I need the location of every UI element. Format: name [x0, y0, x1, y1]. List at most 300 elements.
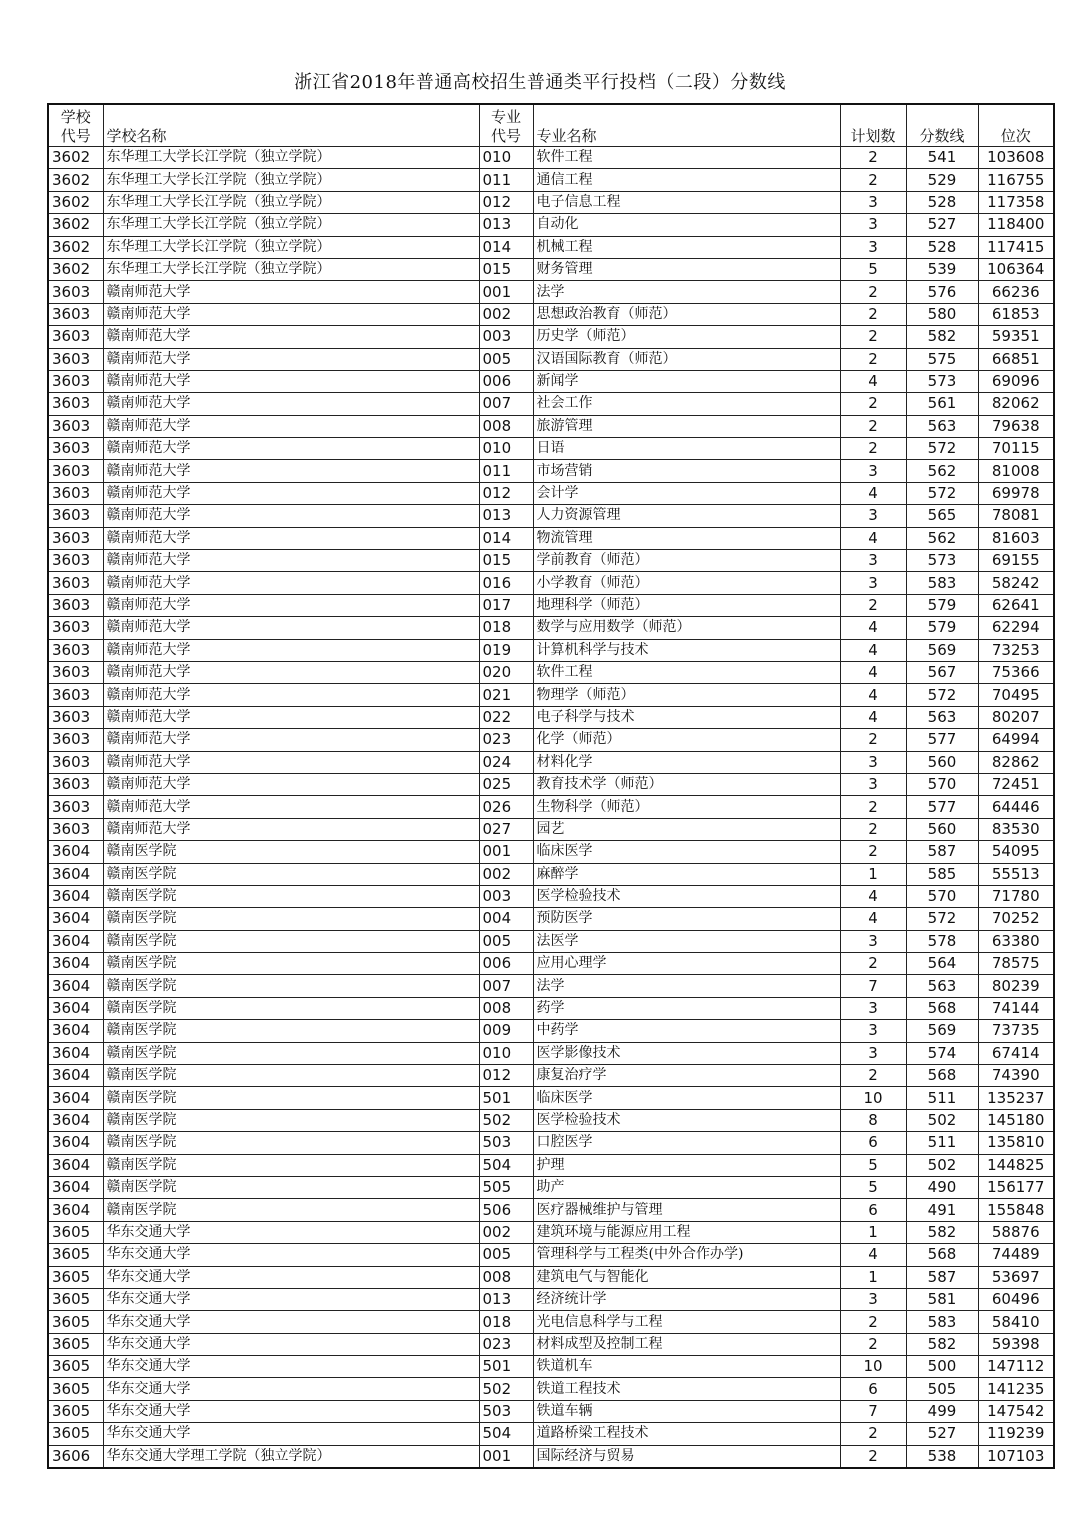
cell-rank: 83530 [978, 818, 1054, 840]
cell-score: 573 [906, 550, 978, 572]
cell-school-code: 3605 [48, 1333, 103, 1355]
cell-plan: 4 [840, 617, 906, 639]
cell-score: 511 [906, 1087, 978, 1109]
cell-score: 539 [906, 258, 978, 280]
cell-school-code: 3603 [48, 281, 103, 303]
cell-score: 569 [906, 1020, 978, 1042]
cell-major-name: 历史学（师范） [533, 326, 840, 348]
cell-major-name: 园艺 [533, 818, 840, 840]
cell-major-code: 002 [479, 303, 533, 325]
cell-major-code: 506 [479, 1199, 533, 1221]
cell-school-name: 赣南师范大学 [103, 393, 479, 415]
table-row [48, 1244, 1054, 1266]
cell-rank: 81603 [978, 527, 1054, 549]
cell-plan: 2 [840, 326, 906, 348]
cell-school-code: 3603 [48, 482, 103, 504]
cell-major-code: 503 [479, 1400, 533, 1422]
cell-school-code: 3605 [48, 1356, 103, 1378]
cell-plan: 4 [840, 706, 906, 728]
cell-rank: 64994 [978, 729, 1054, 751]
cell-rank: 66851 [978, 348, 1054, 370]
header-score: 分数线 [906, 104, 978, 147]
cell-school-code: 3603 [48, 617, 103, 639]
cell-rank: 66236 [978, 281, 1054, 303]
table-header-row [48, 104, 1054, 147]
cell-school-code: 3603 [48, 505, 103, 527]
table-row [48, 214, 1054, 236]
cell-plan: 4 [840, 370, 906, 392]
cell-major-name: 中药学 [533, 1020, 840, 1042]
cell-major-code: 011 [479, 169, 533, 191]
cell-major-code: 008 [479, 1266, 533, 1288]
cell-major-name: 生物科学（师范） [533, 796, 840, 818]
table-row [48, 1132, 1054, 1154]
cell-plan: 2 [840, 147, 906, 169]
table-row [48, 1154, 1054, 1176]
table-row [48, 482, 1054, 504]
cell-major-name: 医学检验技术 [533, 885, 840, 907]
cell-plan: 4 [840, 639, 906, 661]
cell-plan: 3 [840, 550, 906, 572]
cell-score: 538 [906, 1445, 978, 1468]
cell-major-name: 护理 [533, 1154, 840, 1176]
cell-school-name: 赣南师范大学 [103, 706, 479, 728]
cell-major-name: 管理科学与工程类(中外合作办学) [533, 1244, 840, 1266]
cell-school-name: 东华理工大学长江学院（独立学院） [103, 147, 479, 169]
cell-school-name: 华东交通大学 [103, 1400, 479, 1422]
cell-rank: 59351 [978, 326, 1054, 348]
cell-major-name: 国际经济与贸易 [533, 1445, 840, 1468]
cell-rank: 80207 [978, 706, 1054, 728]
cell-score: 572 [906, 908, 978, 930]
table-row [48, 617, 1054, 639]
cell-major-name: 光电信息科学与工程 [533, 1311, 840, 1333]
cell-plan: 2 [840, 1423, 906, 1445]
table-row [48, 348, 1054, 370]
cell-school-code: 3602 [48, 258, 103, 280]
cell-major-code: 023 [479, 1333, 533, 1355]
table-row [48, 527, 1054, 549]
cell-rank: 118400 [978, 214, 1054, 236]
cell-school-code: 3603 [48, 818, 103, 840]
cell-plan: 2 [840, 415, 906, 437]
cell-major-name: 医学检验技术 [533, 1109, 840, 1131]
cell-score: 563 [906, 415, 978, 437]
cell-score: 560 [906, 818, 978, 840]
cell-major-code: 018 [479, 1311, 533, 1333]
cell-school-name: 赣南师范大学 [103, 527, 479, 549]
cell-score: 572 [906, 482, 978, 504]
cell-plan: 2 [840, 594, 906, 616]
cell-score: 587 [906, 1266, 978, 1288]
cell-score: 527 [906, 214, 978, 236]
cell-plan: 4 [840, 908, 906, 930]
table-row [48, 975, 1054, 997]
table-row [48, 773, 1054, 795]
cell-plan: 4 [840, 885, 906, 907]
table-row [48, 1333, 1054, 1355]
cell-school-code: 3604 [48, 885, 103, 907]
cell-plan: 2 [840, 1445, 906, 1468]
header-rank: 位次 [978, 104, 1054, 147]
table-row [48, 1445, 1054, 1468]
cell-rank: 74390 [978, 1065, 1054, 1087]
cell-major-name: 口腔医学 [533, 1132, 840, 1154]
cell-major-code: 001 [479, 281, 533, 303]
table-row [48, 639, 1054, 661]
cell-major-code: 017 [479, 594, 533, 616]
cell-major-code: 001 [479, 841, 533, 863]
cell-major-name: 汉语国际教育（师范） [533, 348, 840, 370]
cell-school-name: 赣南医学院 [103, 1199, 479, 1221]
cell-major-code: 006 [479, 953, 533, 975]
cell-rank: 73735 [978, 1020, 1054, 1042]
cell-rank: 78575 [978, 953, 1054, 975]
table-row [48, 303, 1054, 325]
table-row [48, 841, 1054, 863]
cell-rank: 55513 [978, 863, 1054, 885]
header-plan: 计划数 [840, 104, 906, 147]
cell-plan: 2 [840, 953, 906, 975]
table-row [48, 1042, 1054, 1064]
cell-rank: 54095 [978, 841, 1054, 863]
cell-rank: 145180 [978, 1109, 1054, 1131]
cell-school-name: 东华理工大学长江学院（独立学院） [103, 236, 479, 258]
cell-school-name: 赣南医学院 [103, 908, 479, 930]
cell-major-code: 027 [479, 818, 533, 840]
header-major-code-line1: 专业 [490, 108, 521, 126]
cell-major-code: 001 [479, 1445, 533, 1468]
cell-school-name: 华东交通大学 [103, 1423, 479, 1445]
cell-rank: 119239 [978, 1423, 1054, 1445]
cell-major-code: 005 [479, 348, 533, 370]
cell-major-name: 电子科学与技术 [533, 706, 840, 728]
cell-school-name: 赣南师范大学 [103, 796, 479, 818]
cell-major-code: 502 [479, 1109, 533, 1131]
cell-school-code: 3605 [48, 1288, 103, 1310]
cell-major-name: 旅游管理 [533, 415, 840, 437]
table-row [48, 1356, 1054, 1378]
table-row [48, 281, 1054, 303]
cell-plan: 2 [840, 169, 906, 191]
cell-score: 579 [906, 594, 978, 616]
cell-school-code: 3604 [48, 953, 103, 975]
cell-rank: 107103 [978, 1445, 1054, 1468]
cell-school-name: 华东交通大学理工学院（独立学院） [103, 1445, 479, 1468]
cell-major-name: 软件工程 [533, 147, 840, 169]
cell-score: 572 [906, 684, 978, 706]
cell-plan: 6 [840, 1132, 906, 1154]
cell-major-code: 011 [479, 460, 533, 482]
cell-school-code: 3603 [48, 661, 103, 683]
cell-major-name: 法学 [533, 975, 840, 997]
cell-major-name: 临床医学 [533, 1087, 840, 1109]
cell-major-name: 市场营销 [533, 460, 840, 482]
cell-major-code: 021 [479, 684, 533, 706]
table-row [48, 1266, 1054, 1288]
cell-score: 577 [906, 729, 978, 751]
cell-major-code: 007 [479, 975, 533, 997]
cell-major-name: 地理科学（师范） [533, 594, 840, 616]
cell-major-name: 铁道车辆 [533, 1400, 840, 1422]
cell-score: 491 [906, 1199, 978, 1221]
cell-school-code: 3605 [48, 1400, 103, 1422]
cell-score: 499 [906, 1400, 978, 1422]
cell-major-name: 经济统计学 [533, 1288, 840, 1310]
cell-plan: 2 [840, 393, 906, 415]
cell-school-code: 3604 [48, 1065, 103, 1087]
cell-school-code: 3603 [48, 706, 103, 728]
cell-school-code: 3604 [48, 1087, 103, 1109]
cell-score: 582 [906, 1333, 978, 1355]
cell-rank: 75366 [978, 661, 1054, 683]
cell-plan: 4 [840, 684, 906, 706]
cell-school-code: 3605 [48, 1423, 103, 1445]
cell-major-code: 012 [479, 191, 533, 213]
cell-major-code: 026 [479, 796, 533, 818]
cell-school-name: 华东交通大学 [103, 1333, 479, 1355]
cell-score: 568 [906, 1065, 978, 1087]
cell-school-name: 华东交通大学 [103, 1244, 479, 1266]
cell-major-code: 014 [479, 236, 533, 258]
cell-major-code: 005 [479, 1244, 533, 1266]
cell-school-code: 3603 [48, 370, 103, 392]
cell-score: 541 [906, 147, 978, 169]
cell-school-name: 赣南师范大学 [103, 326, 479, 348]
cell-major-name: 医疗器械维护与管理 [533, 1199, 840, 1221]
cell-school-code: 3603 [48, 684, 103, 706]
header-major-code-line2: 代号 [490, 127, 521, 145]
cell-school-name: 赣南医学院 [103, 1176, 479, 1198]
cell-school-code: 3605 [48, 1244, 103, 1266]
table-row [48, 370, 1054, 392]
cell-major-code: 008 [479, 415, 533, 437]
cell-school-code: 3604 [48, 975, 103, 997]
cell-school-name: 赣南医学院 [103, 1042, 479, 1064]
cell-major-name: 会计学 [533, 482, 840, 504]
cell-major-name: 铁道工程技术 [533, 1378, 840, 1400]
cell-major-code: 025 [479, 773, 533, 795]
cell-major-name: 财务管理 [533, 258, 840, 280]
cell-school-code: 3602 [48, 214, 103, 236]
cell-school-code: 3604 [48, 1176, 103, 1198]
cell-school-code: 3603 [48, 393, 103, 415]
cell-major-code: 006 [479, 370, 533, 392]
cell-plan: 2 [840, 1333, 906, 1355]
cell-score: 563 [906, 706, 978, 728]
cell-score: 529 [906, 169, 978, 191]
cell-major-name: 物理学（师范） [533, 684, 840, 706]
cell-school-name: 赣南师范大学 [103, 572, 479, 594]
cell-major-name: 社会工作 [533, 393, 840, 415]
cell-school-code: 3603 [48, 415, 103, 437]
cell-rank: 59398 [978, 1333, 1054, 1355]
cell-school-name: 赣南师范大学 [103, 482, 479, 504]
cell-score: 570 [906, 773, 978, 795]
cell-school-code: 3603 [48, 729, 103, 751]
cell-plan: 5 [840, 1176, 906, 1198]
cell-plan: 1 [840, 863, 906, 885]
table-row [48, 661, 1054, 683]
cell-major-code: 503 [479, 1132, 533, 1154]
cell-plan: 4 [840, 527, 906, 549]
cell-score: 502 [906, 1109, 978, 1131]
cell-school-name: 赣南师范大学 [103, 281, 479, 303]
cell-school-code: 3602 [48, 191, 103, 213]
cell-plan: 2 [840, 438, 906, 460]
cell-plan: 2 [840, 729, 906, 751]
cell-school-code: 3603 [48, 348, 103, 370]
cell-school-name: 赣南医学院 [103, 930, 479, 952]
cell-plan: 6 [840, 1378, 906, 1400]
cell-plan: 3 [840, 751, 906, 773]
cell-major-code: 501 [479, 1087, 533, 1109]
cell-school-name: 华东交通大学 [103, 1221, 479, 1243]
cell-school-code: 3604 [48, 1109, 103, 1131]
cell-school-name: 赣南医学院 [103, 953, 479, 975]
table-row [48, 191, 1054, 213]
cell-major-name: 机械工程 [533, 236, 840, 258]
cell-rank: 69155 [978, 550, 1054, 572]
table-row [48, 393, 1054, 415]
cell-score: 567 [906, 661, 978, 683]
cell-major-code: 504 [479, 1423, 533, 1445]
cell-plan: 7 [840, 975, 906, 997]
cell-school-name: 赣南师范大学 [103, 370, 479, 392]
cell-score: 528 [906, 191, 978, 213]
table-row [48, 953, 1054, 975]
cell-school-name: 赣南师范大学 [103, 303, 479, 325]
cell-rank: 69978 [978, 482, 1054, 504]
cell-school-name: 赣南师范大学 [103, 617, 479, 639]
cell-rank: 117358 [978, 191, 1054, 213]
cell-major-code: 012 [479, 482, 533, 504]
cell-major-name: 法医学 [533, 930, 840, 952]
cell-school-code: 3604 [48, 841, 103, 863]
cell-score: 583 [906, 1311, 978, 1333]
table-row [48, 1020, 1054, 1042]
table-row [48, 684, 1054, 706]
cell-rank: 70252 [978, 908, 1054, 930]
cell-major-code: 013 [479, 214, 533, 236]
cell-rank: 70495 [978, 684, 1054, 706]
cell-rank: 147112 [978, 1356, 1054, 1378]
cell-major-code: 003 [479, 885, 533, 907]
cell-major-name: 康复治疗学 [533, 1065, 840, 1087]
cell-plan: 2 [840, 303, 906, 325]
cell-rank: 155848 [978, 1199, 1054, 1221]
cell-major-name: 法学 [533, 281, 840, 303]
cell-score: 574 [906, 1042, 978, 1064]
cell-school-name: 赣南医学院 [103, 885, 479, 907]
cell-major-code: 015 [479, 550, 533, 572]
cell-major-code: 007 [479, 393, 533, 415]
cell-score: 564 [906, 953, 978, 975]
table-row [48, 147, 1054, 169]
table-row [48, 438, 1054, 460]
cell-score: 569 [906, 639, 978, 661]
table-row [48, 885, 1054, 907]
cell-rank: 64446 [978, 796, 1054, 818]
cell-plan: 2 [840, 1311, 906, 1333]
cell-school-code: 3603 [48, 527, 103, 549]
cell-school-code: 3605 [48, 1378, 103, 1400]
cell-major-code: 009 [479, 1020, 533, 1042]
cell-score: 579 [906, 617, 978, 639]
cell-rank: 135810 [978, 1132, 1054, 1154]
cell-score: 490 [906, 1176, 978, 1198]
cell-major-code: 505 [479, 1176, 533, 1198]
cell-rank: 82062 [978, 393, 1054, 415]
cell-school-code: 3605 [48, 1266, 103, 1288]
cell-plan: 4 [840, 661, 906, 683]
cell-school-code: 3603 [48, 550, 103, 572]
cell-score: 582 [906, 326, 978, 348]
cell-major-code: 012 [479, 1065, 533, 1087]
cell-plan: 5 [840, 1154, 906, 1176]
cell-school-name: 赣南师范大学 [103, 773, 479, 795]
cell-major-name: 医学影像技术 [533, 1042, 840, 1064]
cell-score: 580 [906, 303, 978, 325]
cell-plan: 3 [840, 460, 906, 482]
cell-major-name: 思想政治教育（师范） [533, 303, 840, 325]
cell-major-code: 003 [479, 326, 533, 348]
cell-school-code: 3604 [48, 1199, 103, 1221]
cell-score: 581 [906, 1288, 978, 1310]
cell-major-name: 通信工程 [533, 169, 840, 191]
cell-rank: 74144 [978, 997, 1054, 1019]
cell-plan: 3 [840, 1020, 906, 1042]
cell-plan: 3 [840, 1288, 906, 1310]
cell-school-code: 3603 [48, 460, 103, 482]
cell-rank: 73253 [978, 639, 1054, 661]
cell-school-code: 3603 [48, 326, 103, 348]
cell-major-name: 材料成型及控制工程 [533, 1333, 840, 1355]
cell-school-name: 赣南医学院 [103, 975, 479, 997]
cell-school-name: 赣南医学院 [103, 1065, 479, 1087]
table-row [48, 572, 1054, 594]
cell-school-code: 3604 [48, 863, 103, 885]
cell-major-code: 019 [479, 639, 533, 661]
table-body [48, 147, 1054, 1469]
cell-major-code: 013 [479, 1288, 533, 1310]
header-school-code [48, 104, 103, 147]
table-row [48, 997, 1054, 1019]
cell-plan: 8 [840, 1109, 906, 1131]
cell-rank: 62294 [978, 617, 1054, 639]
cell-major-code: 023 [479, 729, 533, 751]
cell-plan: 3 [840, 214, 906, 236]
cell-major-name: 建筑电气与智能化 [533, 1266, 840, 1288]
cell-school-code: 3604 [48, 930, 103, 952]
cell-score: 527 [906, 1423, 978, 1445]
cell-school-name: 赣南师范大学 [103, 751, 479, 773]
cell-rank: 58242 [978, 572, 1054, 594]
cell-rank: 69096 [978, 370, 1054, 392]
cell-major-code: 014 [479, 527, 533, 549]
cell-plan: 5 [840, 258, 906, 280]
table-row [48, 751, 1054, 773]
cell-school-code: 3604 [48, 1042, 103, 1064]
cell-school-name: 赣南医学院 [103, 1109, 479, 1131]
cell-school-code: 3603 [48, 639, 103, 661]
cell-major-name: 道路桥梁工程技术 [533, 1423, 840, 1445]
header-school-name: 学校名称 [103, 104, 479, 147]
table-row [48, 1400, 1054, 1422]
cell-school-code: 3604 [48, 1154, 103, 1176]
cell-rank: 117415 [978, 236, 1054, 258]
cell-score: 577 [906, 796, 978, 818]
